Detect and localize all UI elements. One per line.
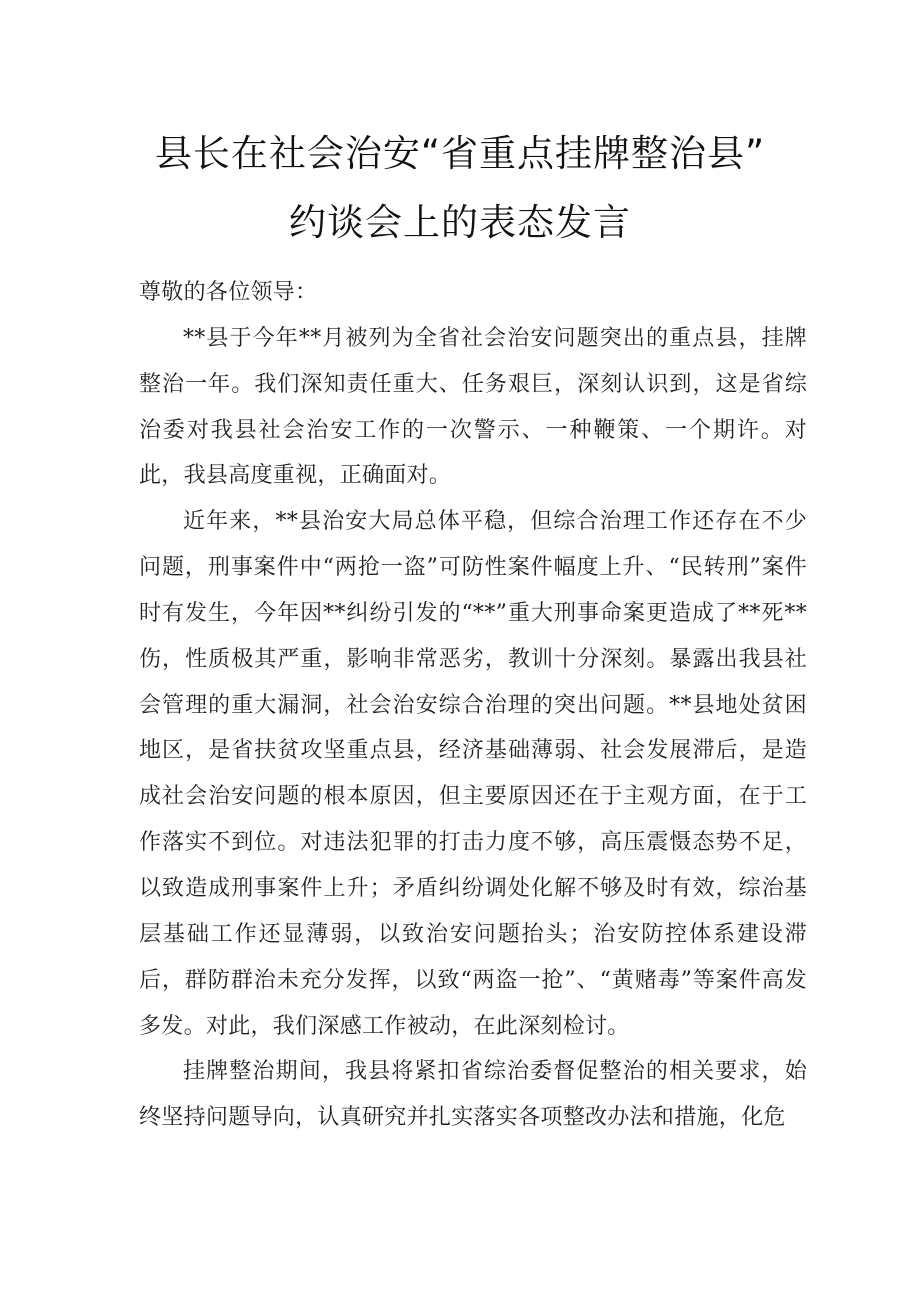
body-paragraph: **县于今年**月被列为全省社会治安问题突出的重点县，挂牌整治一年。我们深知责任重大、任务艰巨，深刻认识到，这是省综治委对我县社会治安工作的一次警示、一种鞭策、一个期许。对此，我县高度重视，正确面对。 bbox=[139, 325, 807, 489]
document-title-line-2: 约谈会上的表态发言 bbox=[289, 201, 631, 244]
salutation: 尊敬的各位领导： bbox=[139, 280, 318, 305]
body-paragraph: 挂牌整治期间，我县将紧扣省综治委督促整治的相关要求，始终坚持问题导向，认真研究并扎实落实各项整改办法和措施，化危 bbox=[139, 1059, 807, 1131]
document-title-line-1: 县长在社会治安“省重点挂牌整治县” bbox=[154, 132, 766, 175]
body-paragraph: 近年来，**县治安大局总体平稳，但综合治理工作还存在不少问题，刑事案件中“两抢一盗”可防性案件幅度上升、“民转刑”案件时有发生，今年因**纠纷引发的“**”重大刑事命案更造成了**死**伤，性质极其严重，影响非常恶劣，教训十分深刻。暴露出我县社会管理的重大漏洞，社会治安综合治理的突出问题。**县地处贫困地区，是省扶贫攻坚重点县，经济基础薄弱、社会发展滞后，是造成社会治安问题的根本原因，但主要原因还在于主观方面，在于工作落实不到位。对违法犯罪的打击力度不够，高压震慑态势不足，以致造成刑事案件上升；矛盾纠纷调处化解不够及时有效，综治基层基础工作还显薄弱，以致治安问题抬头；治安防控体系建设滞后，群防群治未充分发挥，以致“两盗一抢”、“黄赌毒”等案件高发多发。对此，我们深感工作被动，在此深刻检讨。 bbox=[139, 509, 807, 1039]
document-body bbox=[139, 270, 807, 1141]
